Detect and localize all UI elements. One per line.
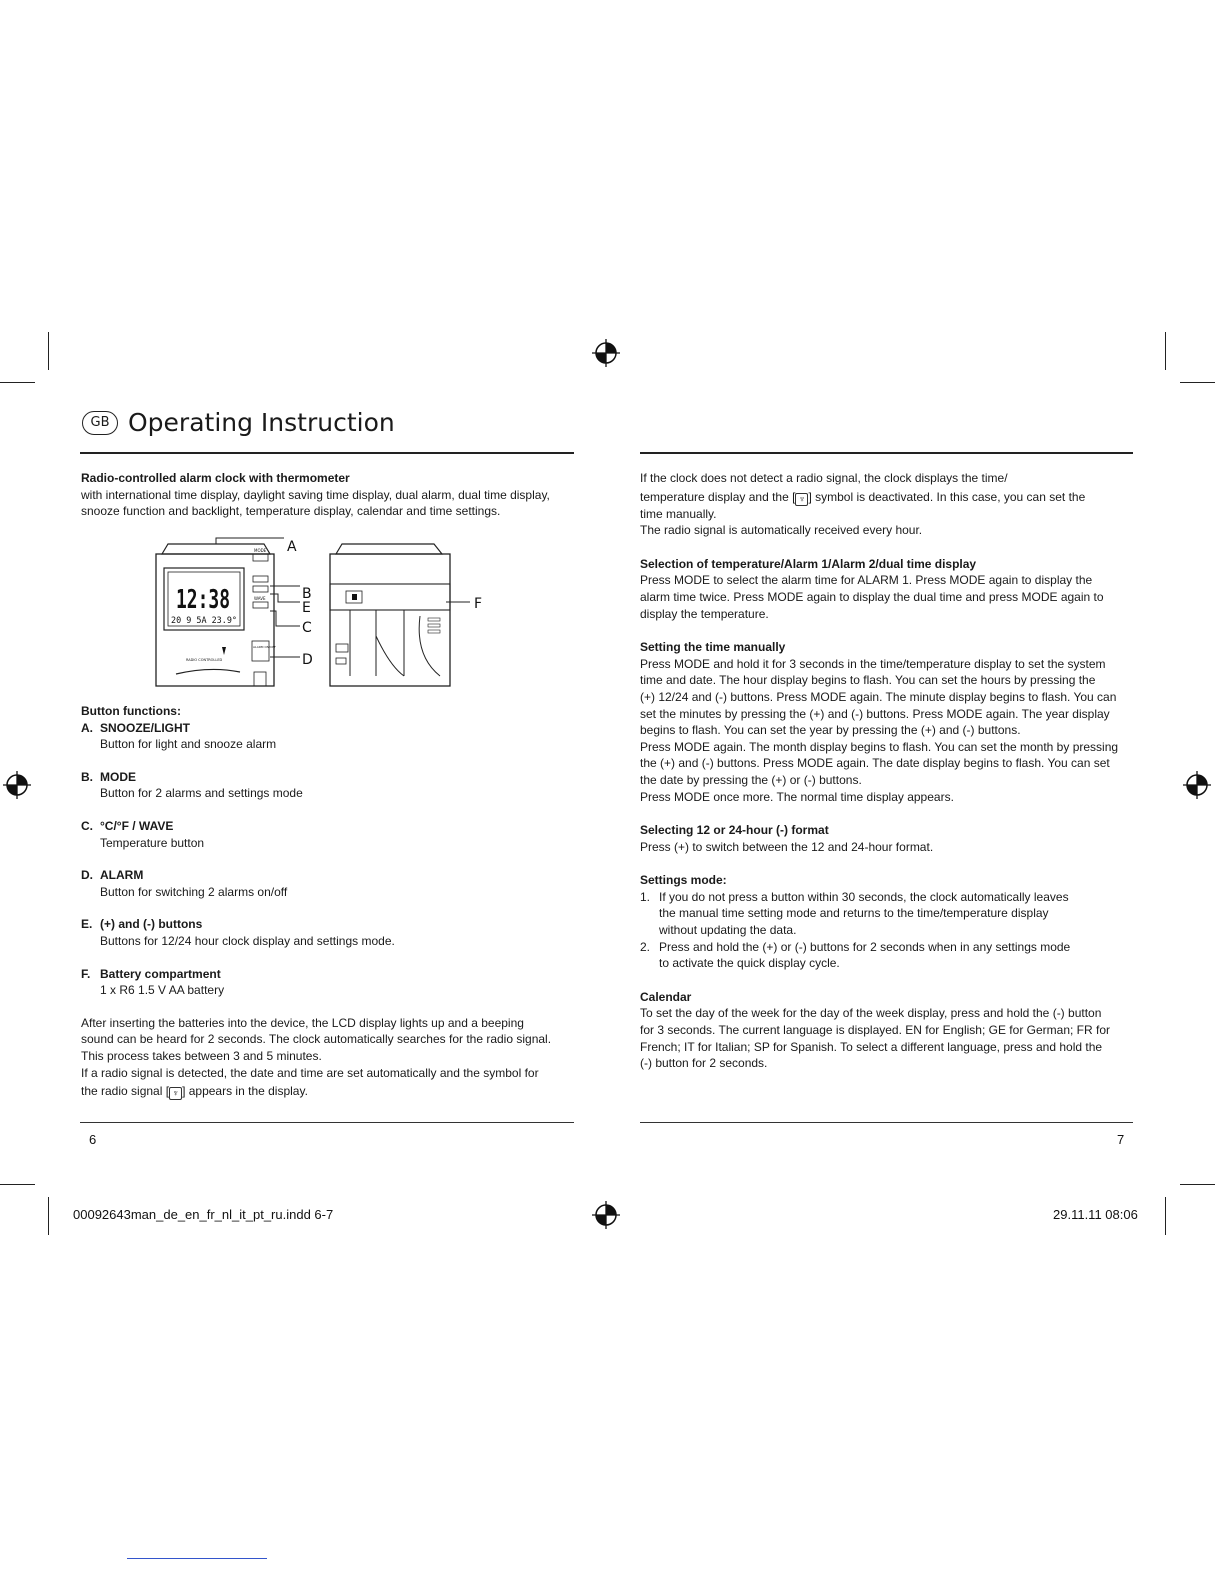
page-number-left: 6 [89,1132,97,1147]
body-line: If the clock does not detect a radio signal, the clock displays the time/ [640,471,1008,485]
list-number: 1. [640,889,651,904]
item-desc: Button for light and snooze alarm [100,737,277,752]
body-line: without updating the data. [659,923,797,938]
body-line: the manual time setting mode and returns to the time/temperature display [659,906,1049,921]
function-item [81,966,576,999]
body-line: Press MODE to select the alarm time for ALARM 1. Press MODE again to display the [640,573,1093,588]
section-title: Selecting 12 or 24-hour (-) format [640,823,829,838]
clock-front-view [156,544,276,686]
body-line: the (+) and (-) buttons. Press MODE again. The date display begins to flash. You can set [640,756,1110,771]
section-calendar [640,989,1135,1072]
left-column-functions [81,703,576,1100]
body-line: Press MODE again. The month display begins to flash. You can set the month by pressing [640,739,1119,754]
list-item [640,889,1135,939]
body-line: The radio signal is automatically received every hour. [640,523,923,538]
item-letter: E. [81,917,93,932]
body-line: the date by pressing the (+) or (-) buttons. [640,772,862,787]
callout-label: F [474,596,483,612]
crop-mark [48,1197,49,1235]
crop-mark [0,382,35,383]
item-label: Battery compartment [100,966,221,981]
list-item [640,939,1135,972]
header-rule-right [640,452,1133,454]
section-title: Setting the time manually [640,640,786,655]
body-line [81,1083,576,1100]
section-title: Selection of temperature/Alarm 1/Alarm 2/dual time display [640,556,977,571]
function-item [81,720,576,753]
footer-rule-left [80,1122,574,1123]
body-line: time manually. [640,506,717,521]
radio-paragraph [640,470,1135,539]
body-line: Press and hold the (+) or (-) buttons for 2 seconds when in any settings mode [659,939,1071,954]
crop-mark [1165,1197,1166,1235]
header-rule-left [80,452,574,454]
item-label: SNOOZE/LIGHT [100,720,190,735]
functions-title: Button functions: [81,704,181,718]
callout-label: B [302,586,312,602]
function-item [81,769,576,802]
item-label: MODE [100,769,136,784]
section-settings-mode [640,872,1135,972]
crop-mark [1165,332,1166,370]
body-line: If you do not press a button within 30 seconds, the clock automatically leaves [659,889,1069,904]
section-hour-format [640,822,1135,855]
radio-signal-icon: ♆ [795,493,808,506]
body-line: display the temperature. [640,606,769,621]
item-letter: D. [81,868,93,883]
body-line: Press MODE and hold it for 3 seconds in the time/temperature display to set the system [640,656,1106,671]
body-line: time and date. The hour display begins to flash. You can set the hours by pressing the [640,673,1096,688]
body-line: to activate the quick display cycle. [659,956,840,971]
crop-mark [1180,1184,1215,1185]
page-header [82,408,395,437]
section-title: Calendar [640,989,692,1004]
section-manual-time [640,639,1135,805]
body-line: begins to flash. You can set the year by pressing the (+) and (-) buttons. [640,723,1021,738]
brand-label: RADIO CONTROLLED [186,658,223,662]
body-line: for 3 seconds. The current language is displayed. EN for English; GE for German; FR for [640,1023,1110,1038]
item-desc: Button for 2 alarms and settings mode [100,786,303,801]
body-line: alarm time twice. Press MODE again to display the dual time and press MODE again to [640,589,1104,604]
item-letter: B. [81,769,93,784]
crop-mark [1180,382,1215,383]
clock-side-view [330,544,450,686]
clock-figure [150,536,500,694]
item-desc: Buttons for 12/24 hour clock display and settings mode. [100,933,395,948]
radio-signal-icon: ♆ [169,1087,182,1100]
print-slug-datetime: 29.11.11 08:06 [1053,1207,1138,1222]
crop-mark [0,1184,35,1185]
section-selection [640,556,1135,622]
lcd-status-row: 20 9 5A 23.9° [171,616,237,626]
left-column-intro [81,470,576,520]
right-column [640,470,1135,1089]
body-line: sound can be heard for 2 seconds. The clock automatically searches for the radio signal. [81,1032,552,1047]
item-letter: F. [81,966,91,981]
function-item [81,818,576,851]
body-line: To set the day of the week for the day of the week display, press and hold the (-) button [640,1006,1102,1021]
body-text: ] appears in the display. [182,1084,308,1099]
body-line: Press (+) to switch between the 12 and 24-hour format. [640,839,934,854]
body-line: set the minutes by pressing the (+) and (-) buttons. Press MODE again. The year display [640,706,1110,721]
registration-mark-icon [591,1200,621,1230]
after-insert-paragraph [81,1015,576,1100]
function-item [81,867,576,900]
body-line: French; IT for Italian; SP for Spanish. To select a different language, press and hold the [640,1039,1103,1054]
callout-label: A [287,539,297,555]
list-number: 2. [640,939,651,954]
crop-mark [48,332,49,370]
settings-list [640,889,1135,972]
intro-title: Radio-controlled alarm clock with thermometer [81,471,350,485]
callout-label: C [302,620,312,636]
body-line: After inserting the batteries into the device, the LCD display lights up and a beeping [81,1015,524,1030]
body-text: ] symbol is deactivated. In this case, you can set the [808,489,1086,504]
body-text: the radio signal [ [81,1084,170,1099]
body-text: temperature display and the [ [640,489,796,504]
body-line: This process takes between 3 and 5 minutes. [81,1048,322,1063]
body-line: If a radio signal is detected, the date and time are set automatically and the symbol for [81,1065,539,1080]
callout-label: E [302,600,311,616]
section-title: Settings mode: [640,873,727,888]
item-letter: A. [81,720,93,735]
language-badge: GB [82,411,118,435]
intro-line: snooze function and backlight, temperature display, calendar and time settings. [81,504,501,519]
footer-rule-right [640,1122,1133,1123]
registration-mark-icon [2,770,32,800]
link-underline [127,1558,267,1559]
item-label: °C/°F / WAVE [100,818,174,833]
intro-line: with international time display, daylight saving time display, dual alarm, dual time display, [81,487,550,502]
body-line: (-) button for 2 seconds. [640,1056,768,1071]
page-title: Operating Instruction [128,408,395,437]
item-desc: Temperature button [100,835,205,850]
body-line: (+) 12/24 and (-) buttons. Press MODE again. The minute display begins to flash. You can [640,689,1117,704]
alarm-button-label: ALARM ON/OFF [253,645,276,649]
item-label: (+) and (-) buttons [100,917,203,932]
print-slug-filename: 00092643man_de_en_fr_nl_it_pt_ru.indd 6-7 [73,1207,334,1222]
mode-button-label: MODE [254,548,267,553]
item-letter: C. [81,818,93,833]
body-line [640,489,1135,506]
registration-mark-icon [591,338,621,368]
item-label: ALARM [100,868,144,883]
registration-mark-icon [1182,770,1212,800]
item-desc: Button for switching 2 alarms on/off [100,884,288,899]
wave-button-label: WAVE [254,596,266,601]
body-line: Press MODE once more. The normal time display appears. [640,789,954,804]
callout-label: D [302,652,313,668]
function-item [81,916,576,949]
page-number-right: 7 [1117,1132,1125,1147]
lcd-time: 12:38 [176,585,230,615]
item-desc: 1 x R6 1.5 V AA battery [100,983,225,998]
